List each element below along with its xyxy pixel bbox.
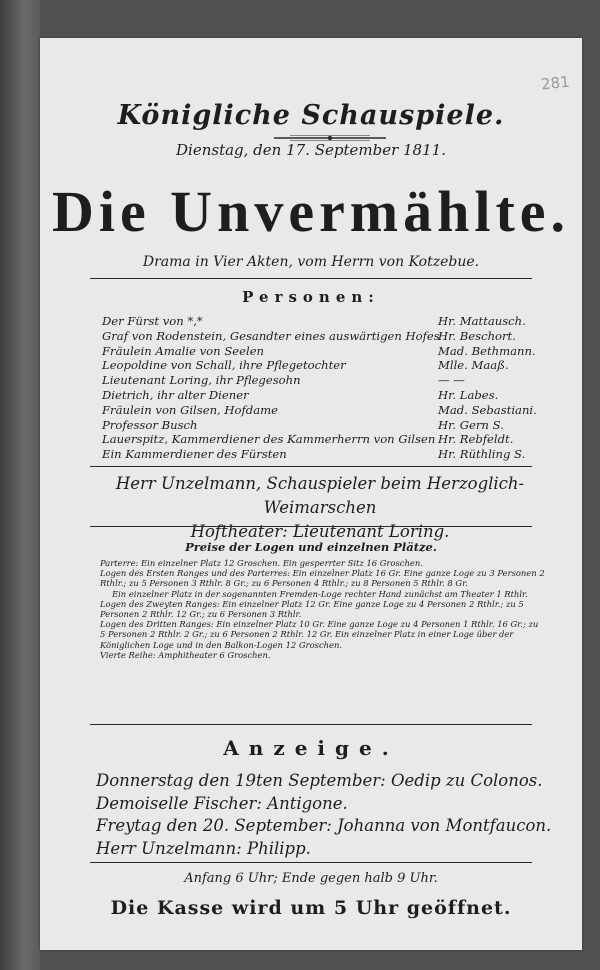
cast-actor: Hr. Mattausch. [438, 314, 526, 328]
cast-actor: Hr. Labes. [438, 387, 499, 402]
divider-rule [90, 526, 532, 527]
cast-row [102, 329, 562, 344]
cast-role: Fräulein von Gilsen, Hofdame [102, 402, 278, 417]
scan-background-edge [0, 0, 40, 970]
divider-rule [90, 278, 532, 279]
cast-actor: Hr. Rüthling S. [438, 447, 526, 462]
cast-row [102, 432, 562, 447]
price-line: Logen des Zweyten Ranges: Ein einzelner Platz 12 Gr. Eine ganze Loge zu 4 Personen 2 Rthlr.; zu 5 Personen 2 Rthlr. 12 Gr.; zu 6 Personen 3 Rthlr. [100, 598, 524, 620]
price-line: Parterre: Ein einzelner Platz 12 Groschen. Ein gesperrter Sitz 16 Groschen. [100, 558, 423, 568]
performance-date: Dienstag, den 17. September 1811. [176, 141, 446, 159]
guest-line: Hoftheater: Lieutenant Loring. [190, 522, 450, 541]
cast-actor: Hr. Beschort. [438, 328, 516, 343]
cast-actor: — — [438, 373, 465, 388]
cast-row [102, 403, 562, 418]
cast-role: Dietrich, ihr alter Diener [102, 387, 249, 402]
notice-line: Donnerstag den 19ten September: Oedip zu Colonos. [96, 771, 543, 790]
guest-line: Herr Unzelmann, Schauspieler beim Herzoglich-Weimarschen [115, 474, 525, 517]
box-office-notice: Die Kasse wird um 5 Uhr geöffnet. [110, 897, 512, 919]
play-title: Die Unvermählte. [51, 179, 571, 244]
cast-actor: Mad. Bethmann. [438, 343, 536, 358]
play-subtitle: Drama in Vier Akten, vom Herrn von Kotzebue. [142, 254, 480, 270]
cast-actor: Mad. Sebastiani. [438, 402, 537, 417]
cast-list [102, 314, 562, 462]
cast-role: Lieutenant Loring, ihr Pflegesohn [102, 373, 301, 388]
cast-role: Der Fürst von *,* [102, 314, 203, 328]
divider-rule [90, 862, 532, 863]
cast-role: Ein Kammerdiener des Fürsten [102, 447, 287, 462]
price-line: Vierte Reihe: Amphitheater 6 Groschen. [100, 649, 271, 660]
cast-row [102, 358, 562, 373]
notice-line: Freytag den 20. September: Johanna von Montfaucon. [96, 816, 552, 835]
cast-role: Leopoldine von Schall, ihre Pflegetochter [102, 358, 346, 373]
price-line: Logen des Ersten Ranges und des Parterres: Ein einzelner Platz 16 Gr. Eine ganze Loge zu 3 Personen 2 Rthlr.; zu 5 Personen 3 Rthlr. 8 Gr.; zu 6 Personen 4 Rthlr.; zu 8 Personen 5 Rthlr. 8 Gr. [100, 568, 545, 589]
cast-actor: Mlle. Maaß. [438, 358, 509, 373]
upcoming-performances [96, 770, 566, 860]
playbill-sheet [40, 38, 582, 950]
cast-role: Professor Busch [102, 417, 198, 432]
cast-role: Fräulein Amalie von Seelen [102, 343, 265, 358]
cast-heading: Personen: [242, 288, 380, 306]
divider-rule [90, 724, 532, 725]
guest-announcement [110, 472, 530, 544]
cast-row [102, 447, 562, 462]
cast-row [102, 418, 562, 433]
prices-list [100, 558, 546, 660]
notice-line: Herr Unzelmann: Philipp. [96, 838, 311, 858]
cast-role: Graf von Rodenstein, Gesandter eines auswärtigen Hofes [102, 328, 440, 343]
cast-actor: Hr. Gern S. [438, 417, 504, 432]
prices-title: Preise der Logen und einzelnen Plätze. [185, 540, 437, 554]
price-line: Logen des Dritten Ranges: Ein einzelner Platz 10 Gr. Eine ganze Loge zu 4 Personen 1 Rthlr. 16 Gr.; zu 5 Personen 2 Rthlr. 2 Gr.; zu 6 Personen 2 Rthlr. 12 Gr. Ein einzelner Platz in einer Loge über der Königlichen Loge und in den Balkon-Logen 12 Groschen. [100, 619, 539, 650]
cast-row [102, 388, 562, 403]
divider-rule [90, 466, 532, 467]
start-time: Anfang 6 Uhr; Ende gegen halb 9 Uhr. [184, 871, 438, 886]
cast-actor: Hr. Rebfeldt. [438, 432, 514, 447]
cast-row [102, 344, 562, 359]
theatre-name: Königliche Schauspiele. [117, 100, 505, 131]
anzeige-heading: Anzeige. [223, 736, 399, 760]
cast-row [102, 314, 562, 329]
price-line: Ein einzelner Platz in der sogenannten Fremden-Loge rechter Hand zunächst am Theater 1 Rthlr. [112, 588, 528, 599]
archive-pencil-mark: 281 [540, 72, 571, 94]
cast-row [102, 373, 562, 388]
notice-line: Demoiselle Fischer: Antigone. [96, 793, 348, 813]
cast-role: Lauerspitz, Kammerdiener des Kammerherrn von Gilsen [102, 432, 436, 447]
